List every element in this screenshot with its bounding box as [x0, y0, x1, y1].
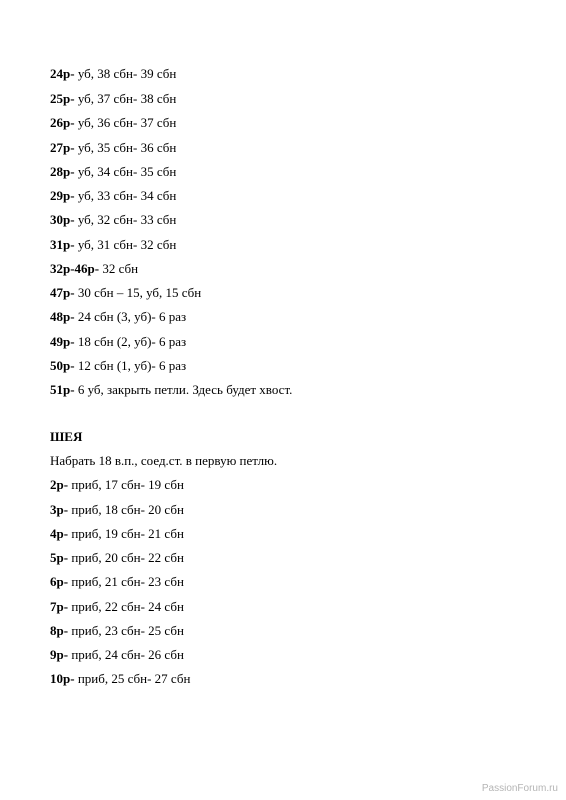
section-heading-neck: ШЕЯ	[50, 429, 83, 444]
row-instruction: 30 сбн – 15, уб, 15 сбн	[74, 285, 202, 300]
row-instruction: 24 сбн (3, уб)- 6 раз	[74, 309, 187, 324]
pattern-row	[50, 358, 186, 374]
row-instruction: 32 сбн	[99, 261, 139, 276]
row-instruction: уб, 37 сбн- 38 сбн	[74, 91, 177, 106]
row-instruction: уб, 32 сбн- 33 сбн	[74, 212, 177, 227]
row-number: 6р-	[50, 574, 69, 589]
row-instruction: 12 сбн (1, уб)- 6 раз	[74, 358, 187, 373]
row-instruction: уб, 31 сбн- 32 сбн	[74, 237, 177, 252]
row-number: 4р-	[50, 526, 69, 541]
row-instruction: приб, 21 сбн- 23 сбн	[68, 574, 184, 589]
pattern-row	[50, 66, 176, 82]
row-instruction: уб, 33 сбн- 34 сбн	[74, 188, 177, 203]
row-number: 48р-	[50, 309, 75, 324]
row-number: 29р-	[50, 188, 75, 203]
row-instruction: приб, 24 сбн- 26 сбн	[68, 647, 184, 662]
pattern-row	[50, 671, 190, 687]
pattern-row	[50, 285, 201, 301]
row-number: 3р-	[50, 502, 69, 517]
row-number: 49р-	[50, 334, 75, 349]
pattern-row	[50, 91, 176, 107]
row-number: 9р-	[50, 647, 69, 662]
pattern-row	[50, 647, 184, 663]
row-number: 7р-	[50, 599, 69, 614]
row-instruction: приб, 20 сбн- 22 сбн	[68, 550, 184, 565]
pattern-row	[50, 261, 138, 277]
row-number: 27р-	[50, 140, 75, 155]
row-number: 8р-	[50, 623, 69, 638]
row-instruction: уб, 34 сбн- 35 сбн	[74, 164, 177, 179]
row-number: 25р-	[50, 91, 75, 106]
row-instruction: приб, 23 сбн- 25 сбн	[68, 623, 184, 638]
row-instruction: уб, 35 сбн- 36 сбн	[74, 140, 177, 155]
row-number: 26р-	[50, 115, 75, 130]
row-number: 31р-	[50, 237, 75, 252]
row-instruction: приб, 22 сбн- 24 сбн	[68, 599, 184, 614]
row-number: 28р-	[50, 164, 75, 179]
pattern-row	[50, 309, 186, 325]
neck-intro: Набрать 18 в.п., соед.ст. в первую петлю.	[50, 453, 278, 468]
row-number: 47р-	[50, 285, 75, 300]
row-instruction: приб, 18 сбн- 20 сбн	[68, 502, 184, 517]
pattern-row	[50, 334, 186, 350]
row-number: 30р-	[50, 212, 75, 227]
watermark: PassionForum.ru	[481, 783, 558, 794]
row-number: 50р-	[50, 358, 75, 373]
row-instruction: уб, 36 сбн- 37 сбн	[74, 115, 177, 130]
pattern-row	[50, 477, 184, 493]
row-instruction: 18 сбн (2, уб)- 6 раз	[74, 334, 187, 349]
pattern-row	[50, 382, 292, 398]
pattern-row	[50, 188, 176, 204]
pattern-row	[50, 599, 184, 615]
pattern-row	[50, 212, 176, 228]
row-instruction: приб, 17 сбн- 19 сбн	[68, 477, 184, 492]
row-number: 2р-	[50, 477, 69, 492]
row-instruction: уб, 38 сбн- 39 сбн	[74, 66, 177, 81]
pattern-row	[50, 550, 184, 566]
pattern-row	[50, 574, 184, 590]
row-instruction: приб, 25 сбн- 27 сбн	[74, 671, 191, 686]
row-instruction: 6 уб, закрыть петли. Здесь будет хвост.	[74, 382, 293, 397]
row-instruction: приб, 19 сбн- 21 сбн	[68, 526, 184, 541]
pattern-row	[50, 623, 184, 639]
pattern-row	[50, 502, 184, 518]
pattern-row	[50, 140, 176, 156]
row-number: 10р-	[50, 671, 75, 686]
pattern-row	[50, 526, 184, 542]
row-number: 24р-	[50, 66, 75, 81]
pattern-row	[50, 237, 176, 253]
row-number: 32р-46р-	[50, 261, 100, 276]
row-number: 5р-	[50, 550, 69, 565]
pattern-row	[50, 164, 176, 180]
row-number: 51р-	[50, 382, 75, 397]
pattern-row	[50, 115, 176, 131]
